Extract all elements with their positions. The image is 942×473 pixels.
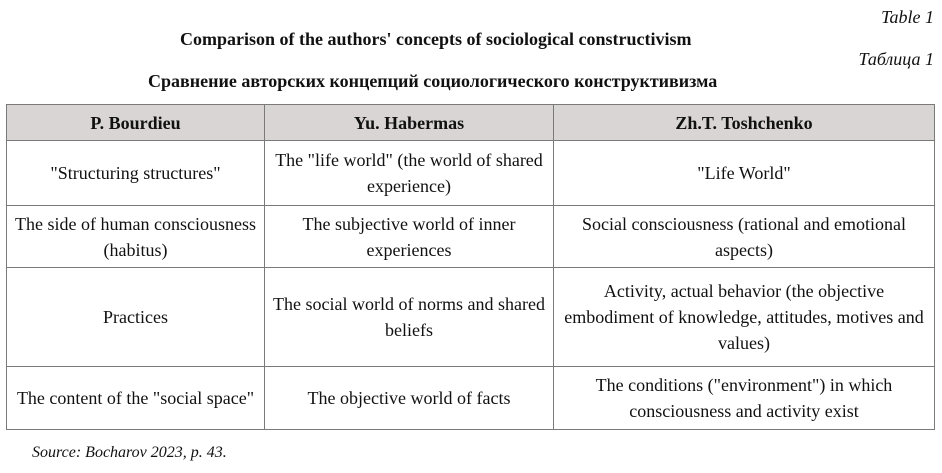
table-title-en: Comparison of the authors' concepts of sociological constructivism — [180, 29, 692, 49]
header-cell-habermas: Yu. Habermas — [265, 105, 554, 141]
source-note: Source: Bocharov 2023, p. 43. — [32, 444, 227, 461]
table-row — [7, 141, 935, 206]
table-cell: Social consciousness (rational and emotional aspects) — [554, 206, 935, 268]
table-row — [7, 206, 935, 268]
table-cell: Activity, actual behavior (the objective embodiment of knowledge, attitudes, motives and values) — [554, 268, 935, 367]
table-cell: The "life world" (the world of shared experience) — [265, 141, 554, 206]
table-cell: The conditions ("environment") in which consciousness and activity exist — [554, 367, 935, 430]
table-cell: The objective world of facts — [265, 367, 554, 430]
table-label-en: Table 1 — [881, 7, 934, 27]
table-cell: "Life World" — [554, 141, 935, 206]
header-cell-toshchenko: Zh.T. Toshchenko — [554, 105, 935, 141]
table-cell: The content of the "social space" — [7, 367, 265, 430]
comparison-table — [6, 104, 935, 430]
table-cell: The side of human consciousness (habitus) — [7, 206, 265, 268]
table-cell: The subjective world of inner experiences — [265, 206, 554, 268]
table-label-ru: Таблица 1 — [858, 49, 934, 69]
table-row — [7, 268, 935, 367]
table-title-ru: Сравнение авторских концепций социологического конструктивизма — [148, 71, 718, 91]
table-cell: Practices — [7, 268, 265, 367]
table-row — [7, 367, 935, 430]
table-cell: "Structuring structures" — [7, 141, 265, 206]
table-cell: The social world of norms and shared beliefs — [265, 268, 554, 367]
header-row — [7, 105, 935, 141]
header-cell-bourdieu: P. Bourdieu — [7, 105, 265, 141]
